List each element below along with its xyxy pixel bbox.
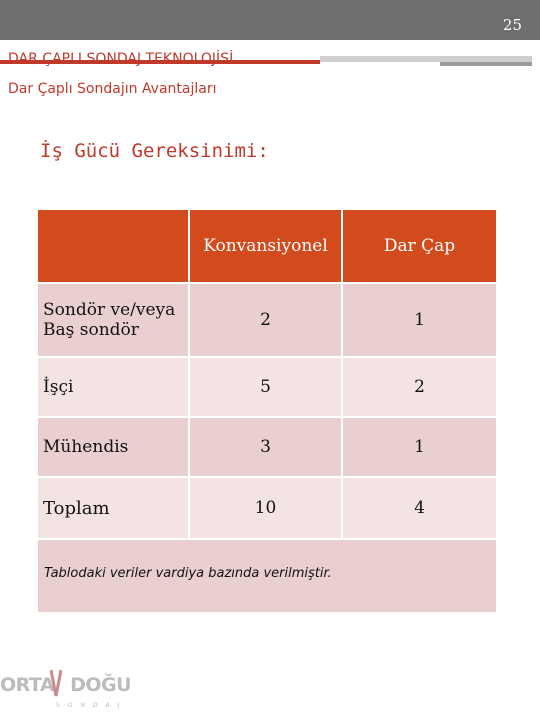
table-row — [38, 284, 496, 358]
cell-dar-cap: 1 — [343, 284, 496, 358]
top-bar — [0, 0, 540, 40]
section-heading: İş Gücü Gereksinimi: — [40, 140, 269, 162]
page-title: DAR ÇAPLI SONDAJ TEKNOLOJİSİ — [8, 51, 234, 67]
header-cell-dar-cap: Dar Çap — [343, 210, 496, 284]
cell-dar-cap: 2 — [343, 358, 496, 418]
logo-text-left: ORTA — [0, 674, 55, 696]
cell-konvansiyonel: 2 — [190, 284, 343, 358]
table-footnote: Tablodaki veriler vardiya bazında verilmiştir. — [38, 540, 496, 612]
decorative-bar-dark — [440, 62, 532, 66]
row-label: Mühendis — [38, 418, 190, 478]
company-logo — [0, 674, 131, 696]
cell-konvansiyonel: 10 — [190, 478, 343, 540]
logo-subtext: SONDAJ — [56, 702, 128, 709]
cell-konvansiyonel: 3 — [190, 418, 343, 478]
header-cell-empty — [38, 210, 190, 284]
row-label: İşçi — [38, 358, 190, 418]
row-label: Sondör ve/veya Baş sondör — [38, 284, 190, 358]
logo-mark-icon — [50, 668, 62, 698]
table-header-row — [38, 210, 496, 284]
header-cell-konvansiyonel: Konvansiyonel — [190, 210, 343, 284]
table-row-total — [38, 478, 496, 540]
row-label: Toplam — [38, 478, 190, 540]
cell-dar-cap: 1 — [343, 418, 496, 478]
cell-dar-cap: 4 — [343, 478, 496, 540]
table-row — [38, 358, 496, 418]
workforce-table — [38, 210, 496, 612]
logo-text-right: DOĞU — [70, 674, 132, 696]
table-row — [38, 418, 496, 478]
page-subtitle: Dar Çaplı Sondajın Avantajları — [8, 81, 217, 97]
page-number: 25 — [502, 16, 522, 34]
cell-konvansiyonel: 5 — [190, 358, 343, 418]
